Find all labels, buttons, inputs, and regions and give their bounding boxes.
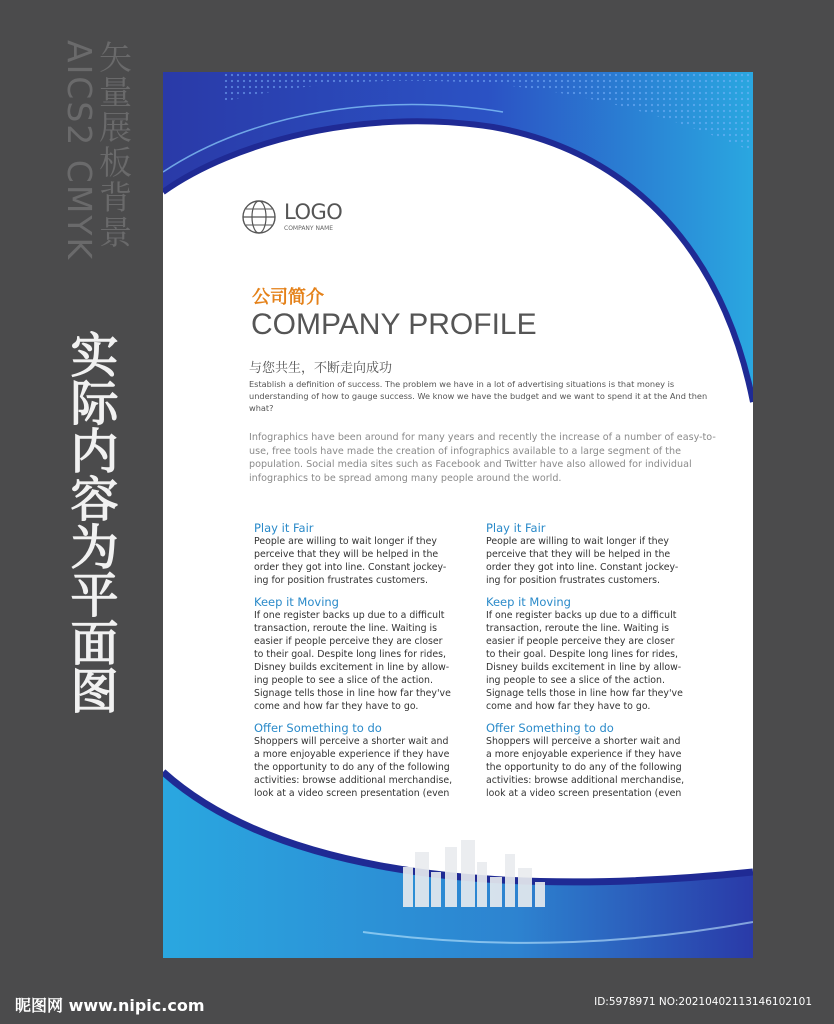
globe-icon	[240, 198, 278, 236]
text-column-left	[254, 521, 474, 808]
section-heading: Keep it Moving	[486, 595, 571, 609]
side-text-col2: 矢量展板背景	[94, 40, 133, 250]
poster	[163, 72, 753, 958]
section-body: People are willing to wait longer if they perceive that they will be helped in the order they got into line. Constant jockey- ing for position frustrates customers.	[254, 536, 447, 586]
logo-company-name: COMPANY NAME	[284, 224, 334, 232]
section-body: Shoppers will perceive a shorter wait and a more enjoyable experience if they have the opportunity to do any of the following activities: browse additional merchandise, look at a video screen presentation (even	[254, 736, 453, 799]
section	[486, 521, 706, 587]
logo-text: LOGO	[284, 199, 343, 224]
section-body: If one register backs up due to a difficult transaction, reroute the line. Waiting is easier if people perceive they are closer to their goal. Despite long lines for rides, Disney builds excitement in line by allow- ing people to see a slice of the action. Signage tells those in line how far they've come and how far they have to go.	[486, 610, 683, 712]
site-watermark: 昵图网 www.nipic.com	[15, 996, 205, 1015]
section-heading: Play it Fair	[254, 521, 314, 535]
side-text-main: 实际内容为平面图	[62, 330, 118, 714]
cn-title: 公司简介	[252, 287, 324, 308]
intro-paragraph-2: Infographics have been around for many years and recently the increase of a number of easy-to-use, free tools have made the creation of infographics available to a large segment of the population. Social media sites such as Facebook and Twitter have also allowed for individual infographics to be spread among many people around the world.	[249, 432, 716, 485]
section	[486, 721, 706, 800]
section	[486, 595, 706, 713]
image-id-text: ID:5978971 NO:20210402113146102101	[594, 996, 812, 1008]
section-heading: Offer Something to do	[254, 721, 382, 735]
section	[254, 521, 474, 587]
section-body: People are willing to wait longer if they perceive that they will be helped in the order they got into line. Constant jockey- ing for position frustrates customers.	[486, 536, 679, 586]
section	[254, 721, 474, 800]
section-heading: Keep it Moving	[254, 595, 339, 609]
section-body: If one register backs up due to a difficult transaction, reroute the line. Waiting is easier if people perceive they are closer to their goal. Despite long lines for rides, Disney builds excitement in line by allow- ing people to see a slice of the action. Signage tells those in line how far they've come and how far they have to go.	[254, 610, 451, 712]
section	[254, 595, 474, 713]
intro-paragraph-1: Establish a definition of success. The problem we have in a lot of advertising situations is that money is understanding of how to gauge success. We know we have the budget and we want to spend it at the And then what?	[249, 379, 708, 413]
logo	[240, 198, 342, 236]
section-heading: Offer Something to do	[486, 721, 614, 735]
side-text-col1: AICS2 CMYK	[60, 40, 99, 262]
page-title: COMPANY PROFILE	[251, 308, 537, 341]
skyline-graphic	[403, 840, 545, 907]
slogan: 与您共生，不断走向成功	[249, 361, 393, 376]
section-body: Shoppers will perceive a shorter wait and a more enjoyable experience if they have the opportunity to do any of the following activities: browse additional merchandise, look at a video screen presentation (even	[486, 736, 685, 799]
text-column-right	[486, 521, 706, 808]
section-heading: Play it Fair	[486, 521, 546, 535]
